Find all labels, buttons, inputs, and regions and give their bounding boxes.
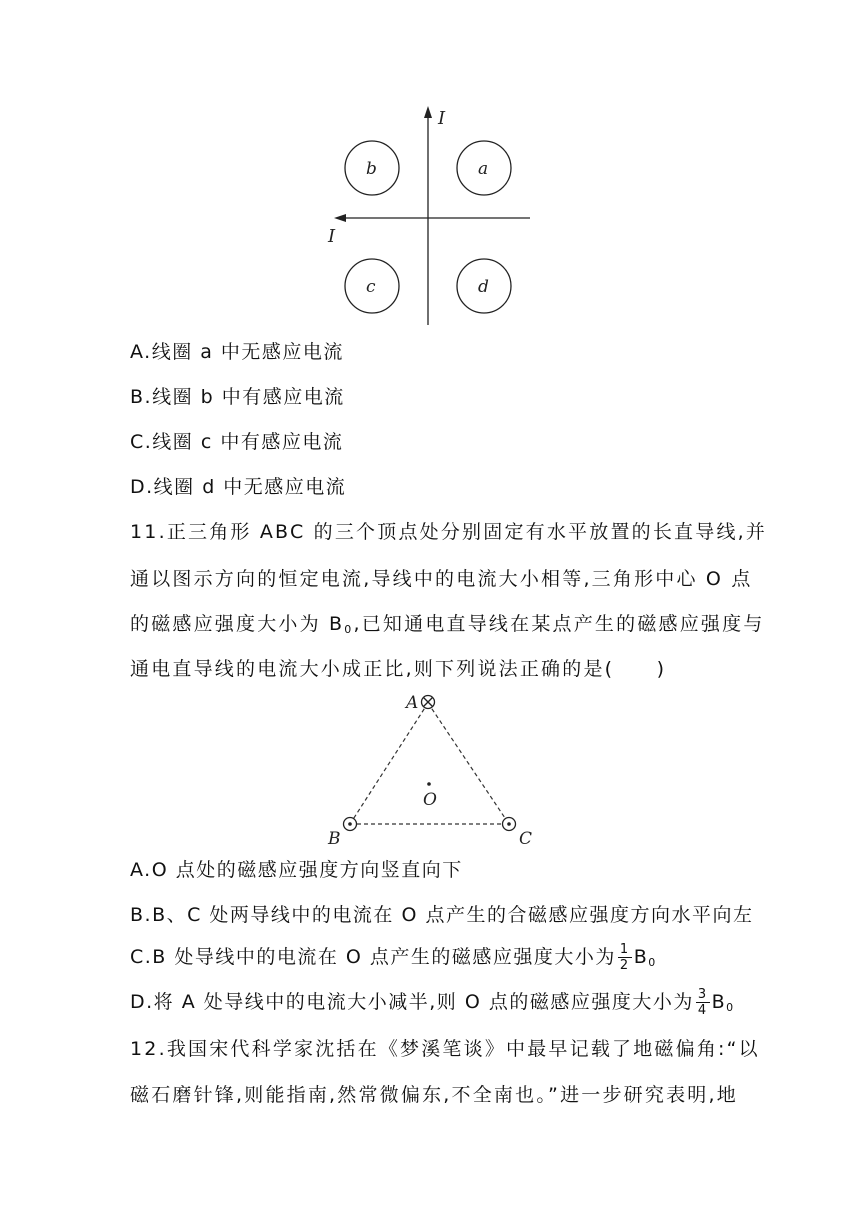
vertex-b-label: B <box>328 829 341 849</box>
q12-stem-line1: 12.我国宋代科学家沈括在《梦溪笔谈》中最早记载了地磁偏角:“以 <box>130 1038 760 1060</box>
center-point <box>427 782 431 786</box>
horizontal-current-label: I <box>328 226 336 247</box>
triangle-side-ab <box>350 703 428 824</box>
q11-option-a: A.O 点处的磁感应强度方向竖直向下 <box>130 859 463 881</box>
vertex-c-label: C <box>519 829 533 849</box>
q11-option-d: D.将 A 处导线中的电流大小减半,则 O 点的磁感应强度大小为 $\frac{3}{4}$ $B_0$ <box>130 987 735 1018</box>
fraction-three-quarters: $\frac{3}{4}$ <box>697 987 708 1018</box>
vertical-wire-arrow-icon <box>424 106 432 118</box>
triangle-figure <box>320 688 540 850</box>
vertex-a-label: A <box>406 693 419 713</box>
q11-stem-line4: 通电直导线的电流大小成正比,则下列说法正确的是( ) <box>130 658 667 680</box>
q10-option-a: A.线圈 a 中无感应电流 <box>130 341 344 363</box>
coil-wire-figure <box>320 100 540 330</box>
q10-option-b: B.线圈 b 中有感应电流 <box>130 386 345 408</box>
q10-option-c: C.线圈 c 中有感应电流 <box>130 431 344 453</box>
center-o-label: O <box>423 790 437 810</box>
vertical-current-label: I <box>438 108 446 129</box>
q11-option-b: B.B、C 处两导线中的电流在 O 点产生的合磁感应强度方向水平向左 <box>130 904 754 926</box>
q11-stem-line1: 11.正三角形 ABC 的三个顶点处分别固定有水平放置的长直导线,并 <box>130 521 768 543</box>
q12-stem-line2: 磁石磨针锋,则能指南,然常微偏东,不全南也。”进一步研究表明,地 <box>130 1084 738 1106</box>
horizontal-wire-arrow-icon <box>334 214 346 222</box>
triangle-side-ac <box>428 703 509 824</box>
q11-stem-line2: 通以图示方向的恒定电流,导线中的电流大小相等,三角形中心 O 点 <box>130 568 753 590</box>
coil-d-label: d <box>478 277 489 297</box>
coil-a-label: a <box>478 159 489 179</box>
coil-c-label: c <box>366 277 376 297</box>
q10-option-d: D.线圈 d 中无感应电流 <box>130 476 347 498</box>
q11-stem-line3: 的磁感应强度大小为 $B_0$,已知通电直导线在某点产生的磁感应强度与 <box>130 613 765 636</box>
coil-b-label: b <box>366 159 377 179</box>
fraction-one-half: $\frac{1}{2}$ <box>619 942 630 973</box>
q11-option-c: C.B 处导线中的电流在 O 点产生的磁感应强度大小为 $\frac{1}{2}$ $B_0$ <box>130 942 657 973</box>
